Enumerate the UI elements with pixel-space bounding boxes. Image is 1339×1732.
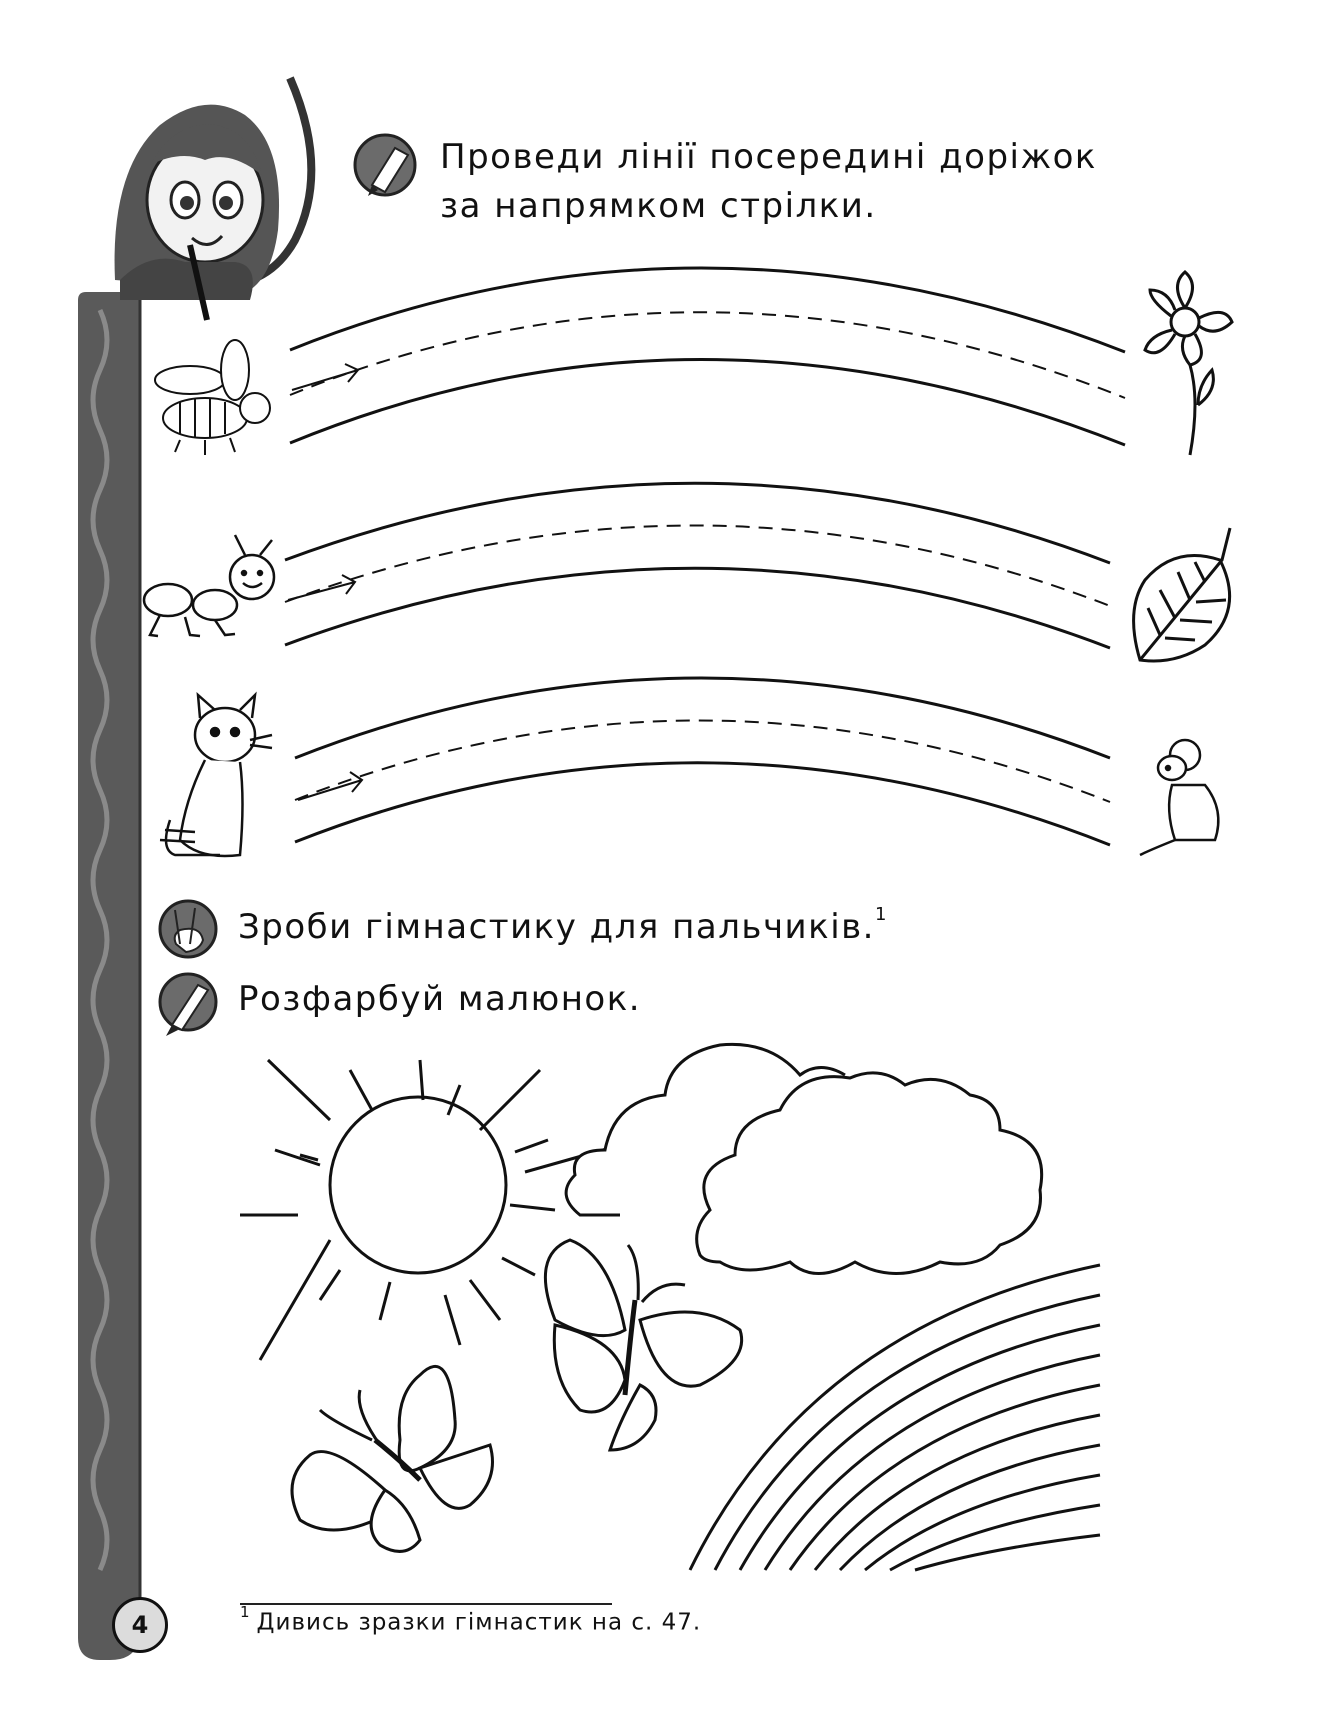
coloring-picture bbox=[240, 1044, 1100, 1570]
track-2 bbox=[285, 483, 1110, 648]
task-3-instruction bbox=[238, 975, 641, 1024]
pen-icon bbox=[355, 135, 415, 196]
task-2-instruction bbox=[238, 903, 888, 952]
task-1-line-1: Проведи лінії посередині доріжок bbox=[440, 137, 1097, 177]
margin-bar bbox=[78, 292, 140, 1660]
footnote bbox=[240, 1603, 702, 1636]
clouds-icon bbox=[566, 1044, 1042, 1273]
footnote-mark: 1 bbox=[240, 1603, 251, 1621]
track-3 bbox=[295, 678, 1110, 845]
flower-icon bbox=[1145, 272, 1232, 455]
ant-icon bbox=[144, 535, 274, 636]
task-1-line-2: за напрямком стрілки. bbox=[440, 186, 877, 227]
task-3-text: Розфарбуй малюнок. bbox=[238, 979, 642, 1019]
task-1-instruction bbox=[440, 133, 1097, 232]
leaf-icon bbox=[1134, 528, 1230, 661]
hand-gesture-icon bbox=[160, 901, 216, 957]
cat-icon bbox=[160, 695, 272, 856]
track-1 bbox=[290, 268, 1125, 445]
butterfly-icon-2 bbox=[545, 1240, 741, 1450]
footnote-text: Дивись зразки гімнастик на с. 47. bbox=[256, 1609, 702, 1636]
rainbow-icon bbox=[690, 1265, 1100, 1570]
task-2-footnote-mark: 1 bbox=[874, 903, 888, 925]
mouse-icon bbox=[1140, 740, 1218, 855]
girl-mascot-icon bbox=[115, 78, 312, 320]
bee-icon bbox=[155, 340, 270, 455]
butterfly-icon bbox=[292, 1366, 493, 1551]
page-number: 4 bbox=[112, 1597, 168, 1653]
brush-icon bbox=[160, 974, 216, 1036]
footnote-divider bbox=[240, 1603, 612, 1605]
task-2-text: Зроби гімнастику для пальчиків. bbox=[238, 907, 875, 947]
